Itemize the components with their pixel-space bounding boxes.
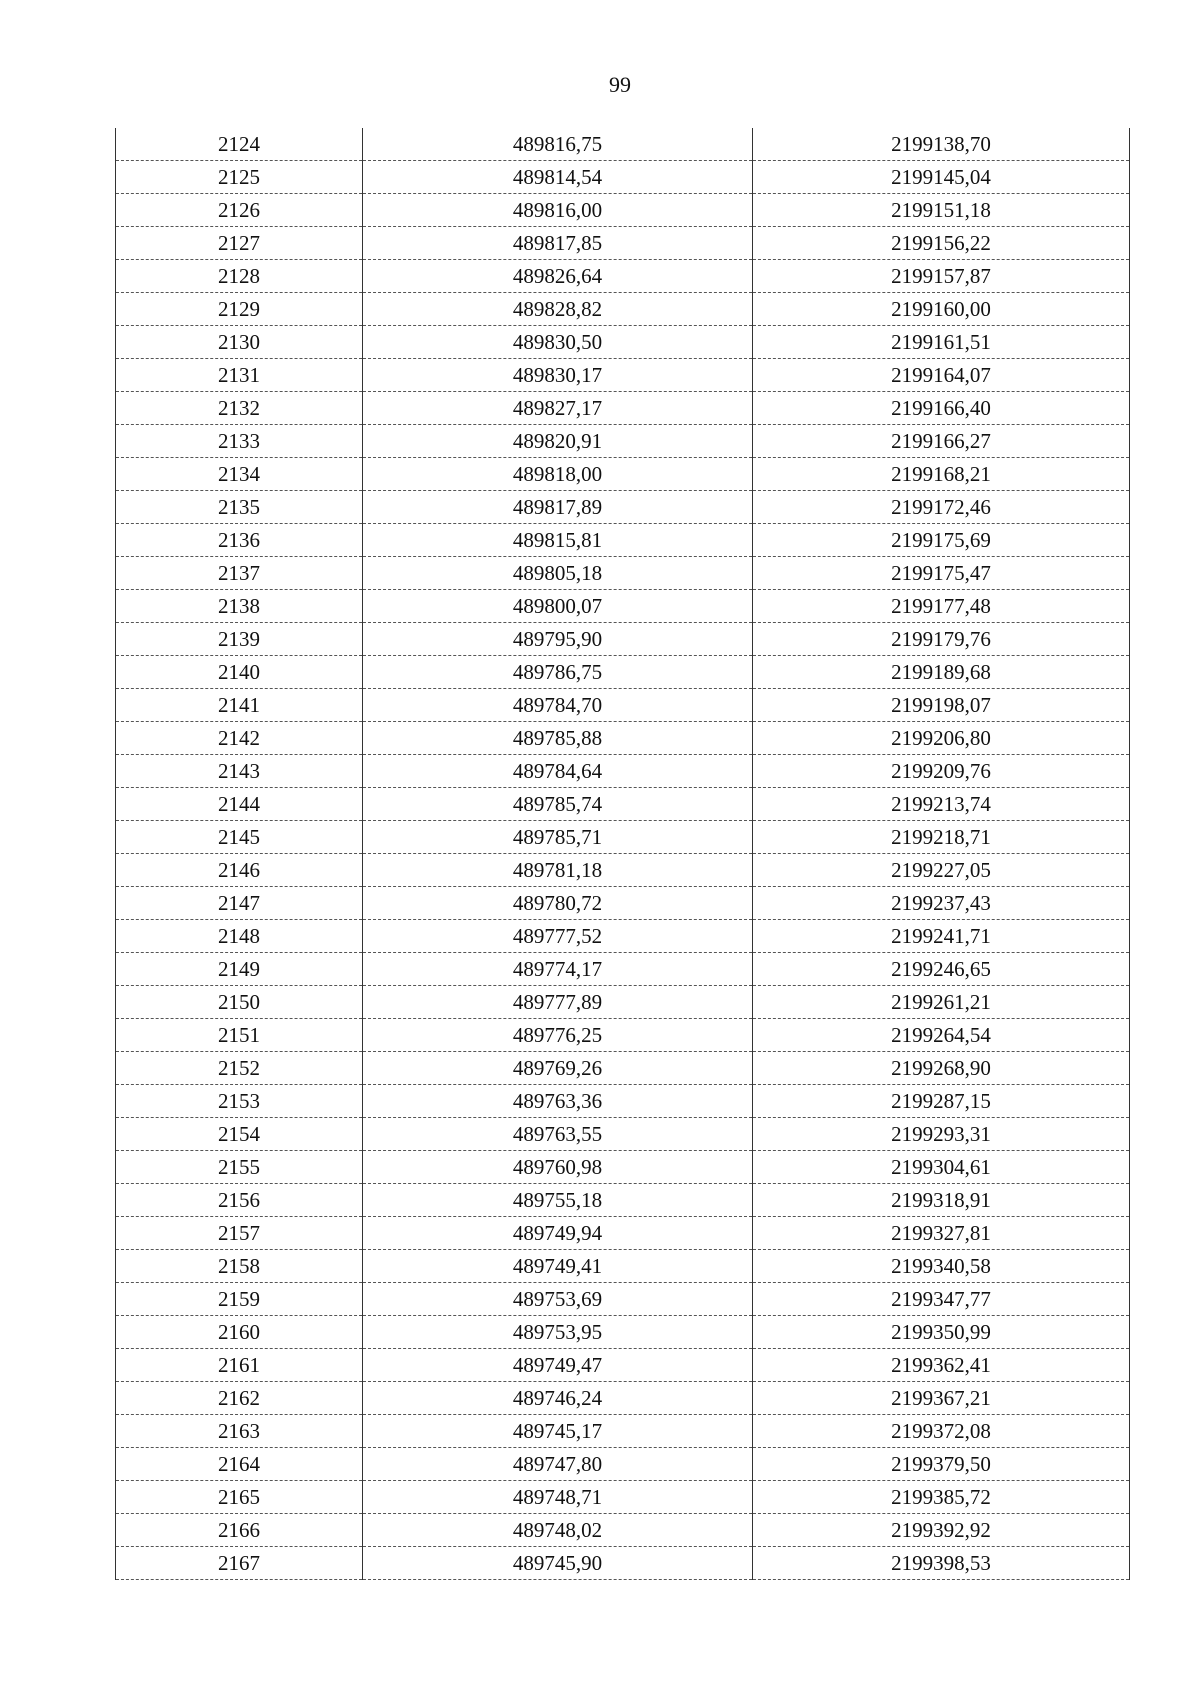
- table-row: [116, 425, 1130, 458]
- table-row: [116, 227, 1130, 260]
- x-coordinate-cell: 489753,95: [363, 1316, 753, 1349]
- table-row: [116, 755, 1130, 788]
- x-coordinate-cell: 489815,81: [363, 524, 753, 557]
- x-coordinate-cell: 489816,75: [363, 128, 753, 161]
- point-number-cell: 2149: [116, 953, 363, 986]
- table-row: [116, 1349, 1130, 1382]
- x-coordinate-cell: 489748,71: [363, 1481, 753, 1514]
- point-number-cell: 2136: [116, 524, 363, 557]
- y-coordinate-cell: 2199151,18: [753, 194, 1130, 227]
- x-coordinate-cell: 489785,71: [363, 821, 753, 854]
- table-row: [116, 128, 1130, 161]
- table-row: [116, 1448, 1130, 1481]
- point-number-cell: 2135: [116, 491, 363, 524]
- x-coordinate-cell: 489749,41: [363, 1250, 753, 1283]
- table-row: [116, 623, 1130, 656]
- x-coordinate-cell: 489763,55: [363, 1118, 753, 1151]
- y-coordinate-cell: 2199362,41: [753, 1349, 1130, 1382]
- x-coordinate-cell: 489817,85: [363, 227, 753, 260]
- y-coordinate-cell: 2199166,40: [753, 392, 1130, 425]
- x-coordinate-cell: 489795,90: [363, 623, 753, 656]
- point-number-cell: 2125: [116, 161, 363, 194]
- x-coordinate-cell: 489818,00: [363, 458, 753, 491]
- point-number-cell: 2140: [116, 656, 363, 689]
- x-coordinate-cell: 489749,94: [363, 1217, 753, 1250]
- x-coordinate-cell: 489760,98: [363, 1151, 753, 1184]
- y-coordinate-cell: 2199166,27: [753, 425, 1130, 458]
- point-number-cell: 2127: [116, 227, 363, 260]
- y-coordinate-cell: 2199392,92: [753, 1514, 1130, 1547]
- table-row: [116, 887, 1130, 920]
- y-coordinate-cell: 2199156,22: [753, 227, 1130, 260]
- x-coordinate-cell: 489784,70: [363, 689, 753, 722]
- y-coordinate-cell: 2199241,71: [753, 920, 1130, 953]
- table-row: [116, 920, 1130, 953]
- table-row: [116, 1052, 1130, 1085]
- y-coordinate-cell: 2199189,68: [753, 656, 1130, 689]
- y-coordinate-cell: 2199168,21: [753, 458, 1130, 491]
- y-coordinate-cell: 2199246,65: [753, 953, 1130, 986]
- x-coordinate-cell: 489784,64: [363, 755, 753, 788]
- table-row: [116, 1283, 1130, 1316]
- point-number-cell: 2131: [116, 359, 363, 392]
- point-number-cell: 2160: [116, 1316, 363, 1349]
- table-row: [116, 953, 1130, 986]
- point-number-cell: 2146: [116, 854, 363, 887]
- x-coordinate-cell: 489817,89: [363, 491, 753, 524]
- x-coordinate-cell: 489830,50: [363, 326, 753, 359]
- y-coordinate-cell: 2199304,61: [753, 1151, 1130, 1184]
- point-number-cell: 2150: [116, 986, 363, 1019]
- table-row: [116, 491, 1130, 524]
- point-number-cell: 2153: [116, 1085, 363, 1118]
- page-number: 99: [609, 72, 631, 97]
- point-number-cell: 2147: [116, 887, 363, 920]
- table-row: [116, 788, 1130, 821]
- table-row: [116, 1217, 1130, 1250]
- point-number-cell: 2128: [116, 260, 363, 293]
- x-coordinate-cell: 489763,36: [363, 1085, 753, 1118]
- table-row: [116, 1151, 1130, 1184]
- y-coordinate-cell: 2199385,72: [753, 1481, 1130, 1514]
- y-coordinate-cell: 2199218,71: [753, 821, 1130, 854]
- point-number-cell: 2129: [116, 293, 363, 326]
- table-row: [116, 854, 1130, 887]
- y-coordinate-cell: 2199327,81: [753, 1217, 1130, 1250]
- table-row: [116, 821, 1130, 854]
- point-number-cell: 2154: [116, 1118, 363, 1151]
- y-coordinate-cell: 2199398,53: [753, 1547, 1130, 1580]
- point-number-cell: 2152: [116, 1052, 363, 1085]
- point-number-cell: 2124: [116, 128, 363, 161]
- table-row: [116, 656, 1130, 689]
- point-number-cell: 2158: [116, 1250, 363, 1283]
- x-coordinate-cell: 489820,91: [363, 425, 753, 458]
- coordinates-table-body: [116, 128, 1130, 1580]
- point-number-cell: 2162: [116, 1382, 363, 1415]
- y-coordinate-cell: 2199157,87: [753, 260, 1130, 293]
- table-row: [116, 986, 1130, 1019]
- x-coordinate-cell: 489830,17: [363, 359, 753, 392]
- y-coordinate-cell: 2199175,47: [753, 557, 1130, 590]
- table-row: [116, 161, 1130, 194]
- x-coordinate-cell: 489747,80: [363, 1448, 753, 1481]
- point-number-cell: 2145: [116, 821, 363, 854]
- table-row: [116, 524, 1130, 557]
- table-row: [116, 722, 1130, 755]
- table-row: [116, 689, 1130, 722]
- y-coordinate-cell: 2199175,69: [753, 524, 1130, 557]
- table-row: [116, 557, 1130, 590]
- y-coordinate-cell: 2199138,70: [753, 128, 1130, 161]
- x-coordinate-cell: 489777,52: [363, 920, 753, 953]
- y-coordinate-cell: 2199379,50: [753, 1448, 1130, 1481]
- point-number-cell: 2126: [116, 194, 363, 227]
- y-coordinate-cell: 2199347,77: [753, 1283, 1130, 1316]
- y-coordinate-cell: 2199198,07: [753, 689, 1130, 722]
- table-row: [116, 1019, 1130, 1052]
- y-coordinate-cell: 2199179,76: [753, 623, 1130, 656]
- y-coordinate-cell: 2199209,76: [753, 755, 1130, 788]
- point-number-cell: 2132: [116, 392, 363, 425]
- x-coordinate-cell: 489748,02: [363, 1514, 753, 1547]
- y-coordinate-cell: 2199160,00: [753, 293, 1130, 326]
- point-number-cell: 2159: [116, 1283, 363, 1316]
- y-coordinate-cell: 2199227,05: [753, 854, 1130, 887]
- y-coordinate-cell: 2199177,48: [753, 590, 1130, 623]
- y-coordinate-cell: 2199237,43: [753, 887, 1130, 920]
- table-row: [116, 1118, 1130, 1151]
- x-coordinate-cell: 489805,18: [363, 557, 753, 590]
- table-row: [116, 260, 1130, 293]
- x-coordinate-cell: 489780,72: [363, 887, 753, 920]
- y-coordinate-cell: 2199287,15: [753, 1085, 1130, 1118]
- x-coordinate-cell: 489753,69: [363, 1283, 753, 1316]
- y-coordinate-cell: 2199264,54: [753, 1019, 1130, 1052]
- point-number-cell: 2144: [116, 788, 363, 821]
- table-row: [116, 1184, 1130, 1217]
- x-coordinate-cell: 489745,17: [363, 1415, 753, 1448]
- y-coordinate-cell: 2199261,21: [753, 986, 1130, 1019]
- x-coordinate-cell: 489785,74: [363, 788, 753, 821]
- point-number-cell: 2143: [116, 755, 363, 788]
- x-coordinate-cell: 489814,54: [363, 161, 753, 194]
- table-row: [116, 1382, 1130, 1415]
- x-coordinate-cell: 489827,17: [363, 392, 753, 425]
- x-coordinate-cell: 489777,89: [363, 986, 753, 1019]
- y-coordinate-cell: 2199350,99: [753, 1316, 1130, 1349]
- y-coordinate-cell: 2199318,91: [753, 1184, 1130, 1217]
- y-coordinate-cell: 2199145,04: [753, 161, 1130, 194]
- x-coordinate-cell: 489781,18: [363, 854, 753, 887]
- y-coordinate-cell: 2199164,07: [753, 359, 1130, 392]
- table-row: [116, 359, 1130, 392]
- point-number-cell: 2157: [116, 1217, 363, 1250]
- table-row: [116, 1415, 1130, 1448]
- x-coordinate-cell: 489826,64: [363, 260, 753, 293]
- point-number-cell: 2134: [116, 458, 363, 491]
- x-coordinate-cell: 489828,82: [363, 293, 753, 326]
- x-coordinate-cell: 489800,07: [363, 590, 753, 623]
- y-coordinate-cell: 2199268,90: [753, 1052, 1130, 1085]
- point-number-cell: 2163: [116, 1415, 363, 1448]
- y-coordinate-cell: 2199340,58: [753, 1250, 1130, 1283]
- y-coordinate-cell: 2199213,74: [753, 788, 1130, 821]
- point-number-cell: 2156: [116, 1184, 363, 1217]
- point-number-cell: 2138: [116, 590, 363, 623]
- table-row: [116, 1481, 1130, 1514]
- point-number-cell: 2142: [116, 722, 363, 755]
- y-coordinate-cell: 2199161,51: [753, 326, 1130, 359]
- point-number-cell: 2130: [116, 326, 363, 359]
- y-coordinate-cell: 2199367,21: [753, 1382, 1130, 1415]
- y-coordinate-cell: 2199293,31: [753, 1118, 1130, 1151]
- x-coordinate-cell: 489776,25: [363, 1019, 753, 1052]
- table-row: [116, 194, 1130, 227]
- x-coordinate-cell: 489816,00: [363, 194, 753, 227]
- x-coordinate-cell: 489769,26: [363, 1052, 753, 1085]
- x-coordinate-cell: 489745,90: [363, 1547, 753, 1580]
- table-row: [116, 1547, 1130, 1580]
- x-coordinate-cell: 489785,88: [363, 722, 753, 755]
- point-number-cell: 2137: [116, 557, 363, 590]
- point-number-cell: 2133: [116, 425, 363, 458]
- table-row: [116, 1250, 1130, 1283]
- table-row: [116, 458, 1130, 491]
- point-number-cell: 2167: [116, 1547, 363, 1580]
- x-coordinate-cell: 489786,75: [363, 656, 753, 689]
- table-row: [116, 326, 1130, 359]
- table-row: [116, 1085, 1130, 1118]
- point-number-cell: 2148: [116, 920, 363, 953]
- y-coordinate-cell: 2199172,46: [753, 491, 1130, 524]
- x-coordinate-cell: 489749,47: [363, 1349, 753, 1382]
- x-coordinate-cell: 489746,24: [363, 1382, 753, 1415]
- coordinates-table: [115, 128, 1130, 1580]
- point-number-cell: 2155: [116, 1151, 363, 1184]
- point-number-cell: 2164: [116, 1448, 363, 1481]
- table-row: [116, 293, 1130, 326]
- table-row: [116, 590, 1130, 623]
- y-coordinate-cell: 2199206,80: [753, 722, 1130, 755]
- table-row: [116, 1316, 1130, 1349]
- point-number-cell: 2139: [116, 623, 363, 656]
- point-number-cell: 2165: [116, 1481, 363, 1514]
- point-number-cell: 2141: [116, 689, 363, 722]
- x-coordinate-cell: 489755,18: [363, 1184, 753, 1217]
- point-number-cell: 2161: [116, 1349, 363, 1382]
- x-coordinate-cell: 489774,17: [363, 953, 753, 986]
- table-row: [116, 392, 1130, 425]
- point-number-cell: 2166: [116, 1514, 363, 1547]
- y-coordinate-cell: 2199372,08: [753, 1415, 1130, 1448]
- table-row: [116, 1514, 1130, 1547]
- point-number-cell: 2151: [116, 1019, 363, 1052]
